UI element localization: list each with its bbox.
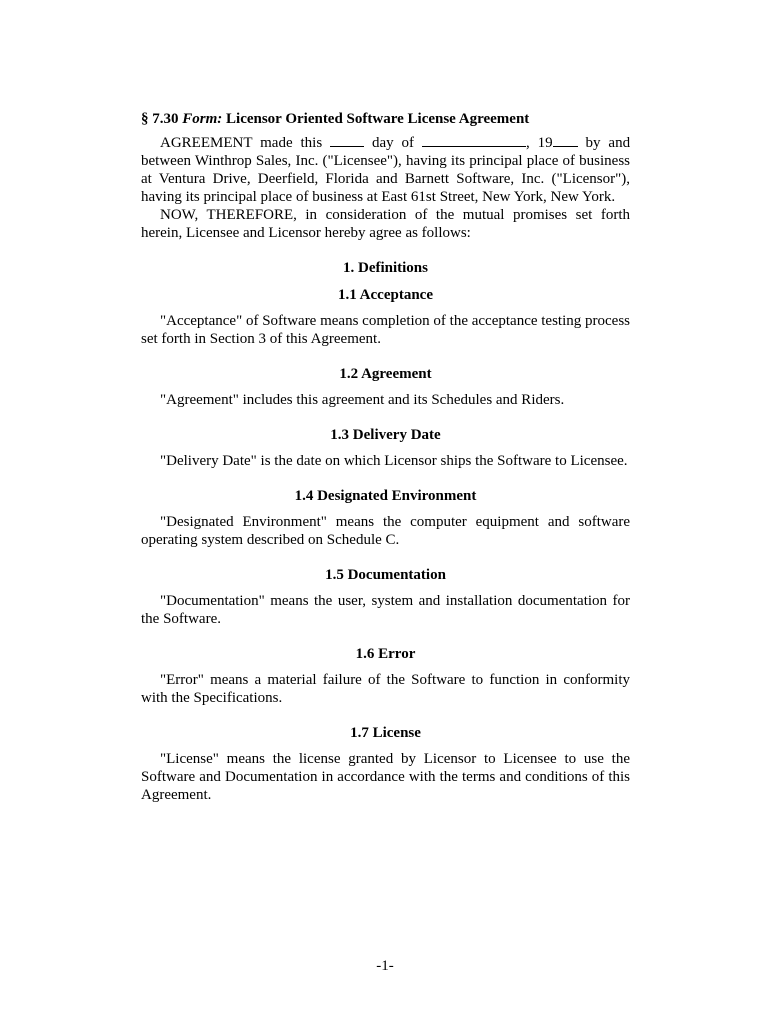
definition-heading-acceptance: 1.1 Acceptance — [338, 287, 433, 303]
definition-text-delivery-date: "Delivery Date" is the date on which Licensor ships the Software to Licensee. — [160, 453, 628, 469]
year-blank — [553, 133, 578, 147]
definition-text-agreement: "Agreement" includes this agreement and its Schedules and Riders. — [160, 392, 565, 408]
definition-heading-license: 1.7 License — [350, 725, 421, 741]
definition-text-documentation: "Documentation" means the user, system and installation documentation for the Software. — [141, 593, 630, 627]
definition-heading-delivery-date: 1.3 Delivery Date — [330, 427, 441, 443]
preamble-part-3: , 19 — [525, 135, 553, 151]
document-title — [141, 110, 630, 128]
preamble-part-1: AGREEMENT made this — [160, 135, 323, 151]
definition-text-license: "License" means the license granted by Licensor to Licensee to use the Software and Documentation in accordance with the terms and conditions of this Agreement. — [141, 751, 630, 803]
now-therefore-paragraph: NOW, THEREFORE, in consideration of the mutual promises set forth herein, Licensee and Licensor hereby agree as follows: — [141, 207, 630, 241]
form-label: Form: — [182, 111, 223, 127]
definition-text-error: "Error" means a material failure of the Software to function in conformity with the Specifications. — [141, 672, 630, 706]
section-number: § 7.30 — [141, 111, 179, 127]
definition-heading-documentation: 1.5 Documentation — [325, 567, 446, 583]
day-blank — [330, 133, 364, 147]
definition-heading-agreement: 1.2 Agreement — [339, 366, 432, 382]
page-number: -1- — [376, 958, 394, 974]
document-page — [141, 110, 630, 804]
month-blank — [422, 133, 526, 147]
preamble-part-2: day of — [371, 135, 415, 151]
section-heading-definitions: 1. Definitions — [342, 260, 428, 276]
definition-text-designated-environment: "Designated Environment" means the computer equipment and software operating system described on Schedule C. — [141, 514, 630, 548]
preamble-paragraph — [141, 133, 630, 206]
preamble-part-4: by and between Winthrop Sales, Inc. ("Licensee"), having its principal place of business at Ventura Drive, Deerfield, Florida and Barnett Software, Inc. ("Licensor"), having its principal place of business at East 61st Street, New York, New York. — [141, 135, 631, 205]
definition-heading-designated-environment: 1.4 Designated Environment — [294, 488, 477, 504]
title-text: Licensor Oriented Software License Agreement — [226, 111, 530, 127]
definition-heading-error: 1.6 Error — [355, 646, 416, 662]
definition-text-acceptance: "Acceptance" of Software means completion of the acceptance testing process set forth in Section 3 of this Agreement. — [141, 313, 630, 347]
